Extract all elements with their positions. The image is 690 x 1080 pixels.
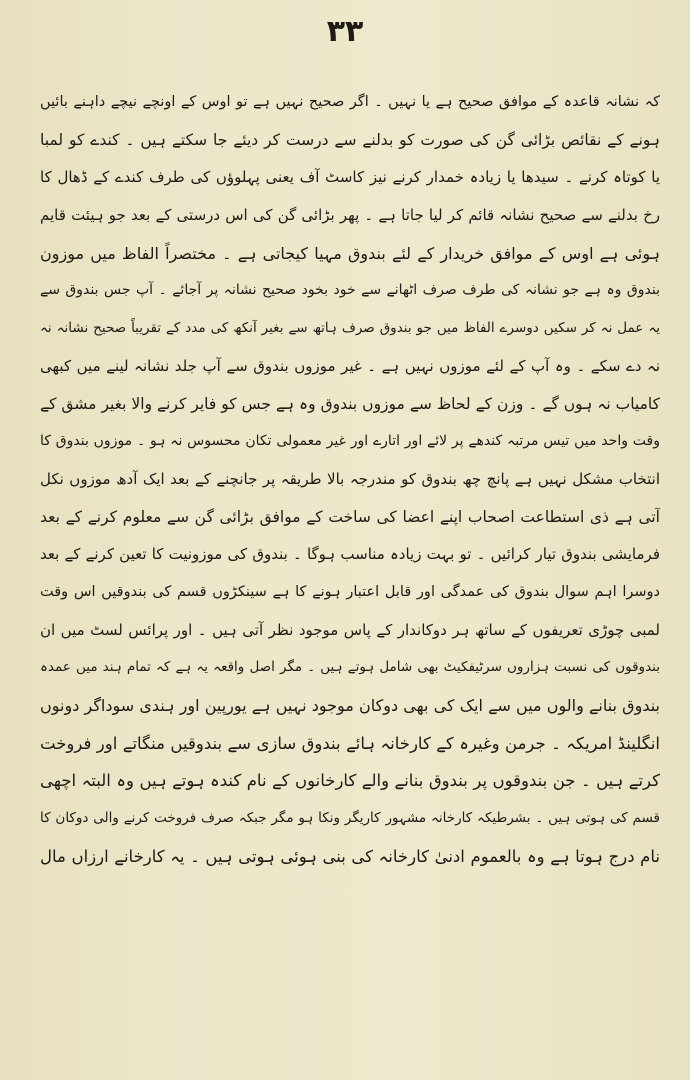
text-line: انگلینڈ امریکہ ۔ جرمن وغیرہ کے کارخانہ ہائے بندوق سازی سے بندوقیں منگاتے اور فروخت (40, 733, 660, 753)
text-line: بندوق وہ ہے جو نشانہ کی طرف صرف اٹھانے سے خود بخود صحیح نشانہ پر آجائے ۔ آپ جس بندوق سے (40, 282, 660, 299)
text-line: وقت واحد میں تیس مرتبہ کندھے پر لائے اور اتارے اور غیر معمولی تکان محسوس نہ ہو ۔ موزوں بندوق کا (40, 433, 660, 450)
text-line: یا کوتاہ کرنے ۔ سیدھا یا زیادہ خمدار کرنے نیز کاسٹ آف یعنی پہلوؤں کی طرف کندے کے ڈھال کا (40, 168, 660, 187)
text-line: لمبی چوڑی تعریفوں کے ساتھ ہر دوکاندار کے پاس موجود نظر آتی ہیں ۔ اور پرائس لسٹ میں ان (40, 620, 660, 639)
text-line: بندوقوں کی نسبت ہزاروں سرٹیفکیٹ بھی شامل ہوتے ہیں ۔ مگر اصل واقعہ یہ ہے کہ تمام ہند میں عمدہ (40, 659, 660, 676)
text-line: ہونے کے نقائص بڑائی گن کی صورت کو بدلنے سے درست کر دیئے جا سکتے ہیں ۔ کندے کو لمبا (40, 130, 660, 149)
text-line: نام درج ہوتا ہے وہ بالعموم ادنیٰ کارخانہ کی بنی ہوئی ہوتی ہیں ۔ یہ کارخانے ارزاں مال (40, 846, 660, 866)
text-line: بندوق بنانے والوں میں سے ایک کی بھی دوکان موجود نہیں ہے یورپین اور ہندی سوداگر دونوں (40, 696, 660, 715)
page-number: ۳۳ (326, 14, 364, 49)
text-line: انتخاب مشکل نہیں ہے پانچ چھ بندوق کو مندرجہ بالا طریقہ پر جانچنے کے بعد ایک آدھ موزوں نکل (40, 469, 660, 488)
text-line: آتی ہے ذی استطاعت اصحاب اپنے اعضا کی ساخت کے موافق بڑائی گن سے معلوم کرنے کے بعد (40, 507, 660, 526)
text-line: نہ دے سکے ۔ وہ آپ کے لئے موزوں نہیں ہے ۔ غیر موزوں بندوق سے آپ جلد نشانہ لینے میں کبھی (40, 356, 660, 375)
text-line: یہ عمل نہ کر سکیں دوسرے الفاظ میں جو بندوق صرف ہاتھ سے بغیر آنکھ کی مدد کے تقریباً صحیح نشانہ نہ (40, 320, 660, 337)
text-line: دوسرا اہم سوال بندوق کی عمدگی اور قابل اعتبار ہونے کا ہے سینکڑوں قسم کی بندوقیں اس وقت (40, 583, 660, 600)
text-line: کہ نشانہ قاعدہ کے موافق صحیح ہے یا نہیں ۔ اگر صحیح نہیں ہے تو اوس کے اونچے نیچے داہنے بائیں (40, 94, 660, 110)
text-line: رخ بدلنے سے صحیح نشانہ قائم کر لیا جاتا ہے ۔ پھر بڑائی گن کی اس درستی کے بعد جو ہیئت قایم (40, 206, 660, 225)
text-line: قسم کی ہوتی ہیں ۔ بشرطیکہ کارخانہ مشہور کاریگر ونکا ہو مگر جبکہ صرف فروخت کرنے والی دوکان کا (40, 810, 660, 827)
text-line: ہوئی ہے اوس کے موافق خریدار کے لئے بندوق مہیا کیجاتی ہے ۔ مختصراً الفاظ میں موزون (40, 243, 660, 263)
text-line: فرمایشی بندوق تیار کرائیں ۔ تو بہت زیادہ مناسب ہوگا ۔ بندوق کی موزونیت کا تعین کرنے کے بعد (40, 545, 660, 564)
text-line: کرتے ہیں ۔ جن بندوقوں پر بندوق بنانے والے کارخانوں کے نام کندہ ہوتے ہیں وہ البتہ اچھی (40, 771, 660, 791)
text-line: کامیاب نہ ہوں گے ۔ وزن کے لحاظ سے موزوں بندوق وہ ہے جس کو فایر کرنے والا بغیر مشق کے (40, 394, 660, 413)
body-text (40, 84, 660, 875)
